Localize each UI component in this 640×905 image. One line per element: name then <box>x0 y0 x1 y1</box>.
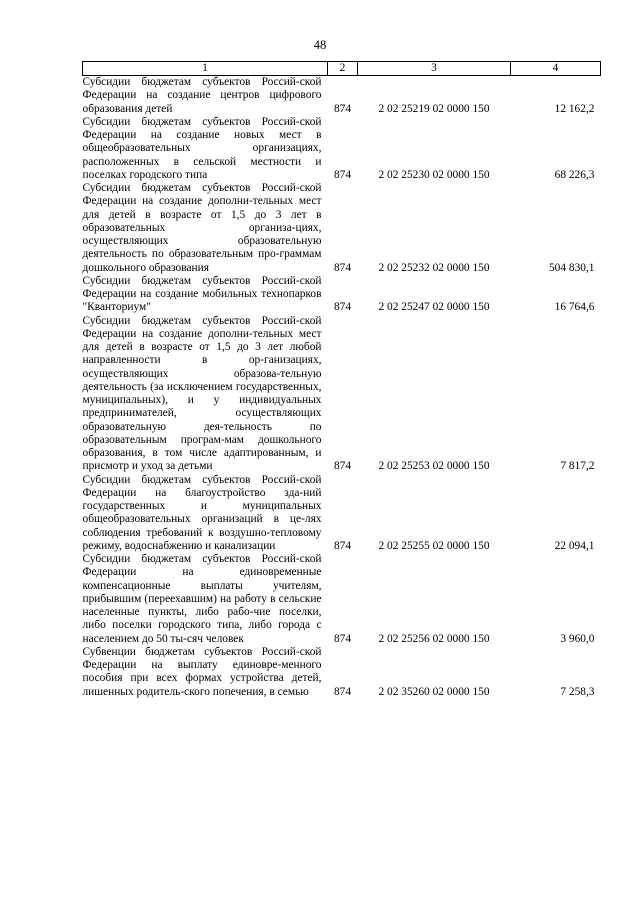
table-row <box>83 76 601 116</box>
row-budget-code: 2 02 25219 02 0000 150 <box>378 102 490 115</box>
row-amount: 7 817,2 <box>560 460 595 473</box>
row-org-code: 874 <box>333 539 352 552</box>
table-row <box>83 646 601 699</box>
table-row <box>83 182 601 275</box>
row-amount: 68 226,3 <box>554 168 595 181</box>
table-row <box>83 474 601 554</box>
row-amount: 504 830,1 <box>548 261 595 274</box>
row-description: Субсидии бюджетам субъектов Россий-ской Федерации на создание дополни-тельных мест для детей в возрасте от 1,5 до 3 лет любой направленности в ор-ганизациях, осуществляющих образова-тельную деятельность (за исключением государственных, муниципальных), и у индивидуальных предпринимателей, осуществляющих образовательную дея-тельность по образовательным програм-мам дошкольного образования, в том числе адаптированным, и присмотр и уход за детьми <box>82 314 322 473</box>
row-description: Субсидии бюджетам субъектов Россий-ской Федерации на единовременные компенсационные выплаты учителям, прибывшим (переехавшим) на работу в сельские населенные пункты, либо рабо-чие поселки, либо поселки городского типа, либо города с населением до 50 ты-сяч человек <box>82 553 322 645</box>
column-header-3: 3 <box>358 62 511 76</box>
row-budget-code: 2 02 25256 02 0000 150 <box>378 632 490 645</box>
row-budget-code: 2 02 25247 02 0000 150 <box>378 301 490 314</box>
table-row <box>83 116 601 182</box>
row-description: Субсидии бюджетам субъектов Россий-ской Федерации на создание центров цифрового образования детей <box>82 76 322 115</box>
budget-revenue-table <box>82 61 601 699</box>
row-amount: 16 764,6 <box>554 301 595 314</box>
row-budget-code: 2 02 25232 02 0000 150 <box>378 261 490 274</box>
row-org-code: 874 <box>333 685 352 698</box>
page-number: 48 <box>313 38 327 52</box>
row-amount: 3 960,0 <box>560 632 595 645</box>
row-budget-code: 2 02 35260 02 0000 150 <box>378 685 490 698</box>
row-description: Субсидии бюджетам субъектов Россий-ской Федерации на создание дополни-тельных мест для детей в возрасте от 1,5 до 3 лет в образовательных организа-циях, осуществляющих образовательную деятельность по образовательным про-граммам дошкольного образования <box>82 182 322 274</box>
row-description: Субсидии бюджетам субъектов Россий-ской Федерации на благоустройство зда-ний государственных и муниципальных общеобразовательных организаций в це-лях соблюдения требований к воздушно-тепловому режиму, водоснабжению и канализации <box>82 473 322 552</box>
column-header-2: 2 <box>328 62 358 76</box>
table-row <box>83 315 601 474</box>
row-org-code: 874 <box>333 168 352 181</box>
row-budget-code: 2 02 25253 02 0000 150 <box>378 460 490 473</box>
table-row <box>83 553 601 646</box>
row-amount: 7 258,3 <box>560 685 595 698</box>
row-org-code: 874 <box>333 261 352 274</box>
column-header-1: 1 <box>83 62 328 76</box>
row-org-code: 874 <box>333 301 352 314</box>
table-row <box>83 275 601 315</box>
row-amount: 12 162,2 <box>554 102 595 115</box>
table-header-row <box>83 62 601 76</box>
row-org-code: 874 <box>333 102 352 115</box>
row-description: Субвенции бюджетам субъектов Россий-ской Федерации на выплату единовре-менного пособия при всех формах устройства детей, лишенных родитель-ского попечения, в семью <box>82 645 322 698</box>
row-description: Субсидии бюджетам субъектов Россий-ской Федерации на создание новых мест в общеобразовательных организациях, расположенных в сельской местности и поселках городского типа <box>82 115 322 181</box>
row-budget-code: 2 02 25255 02 0000 150 <box>378 539 490 552</box>
row-budget-code: 2 02 25230 02 0000 150 <box>378 168 490 181</box>
column-header-4: 4 <box>511 62 601 76</box>
row-org-code: 874 <box>333 460 352 473</box>
row-amount: 22 094,1 <box>554 539 595 552</box>
row-org-code: 874 <box>333 632 352 645</box>
row-description: Субсидии бюджетам субъектов Россий-ской Федерации на создание мобильных технопарков "Кванториум" <box>82 274 322 314</box>
